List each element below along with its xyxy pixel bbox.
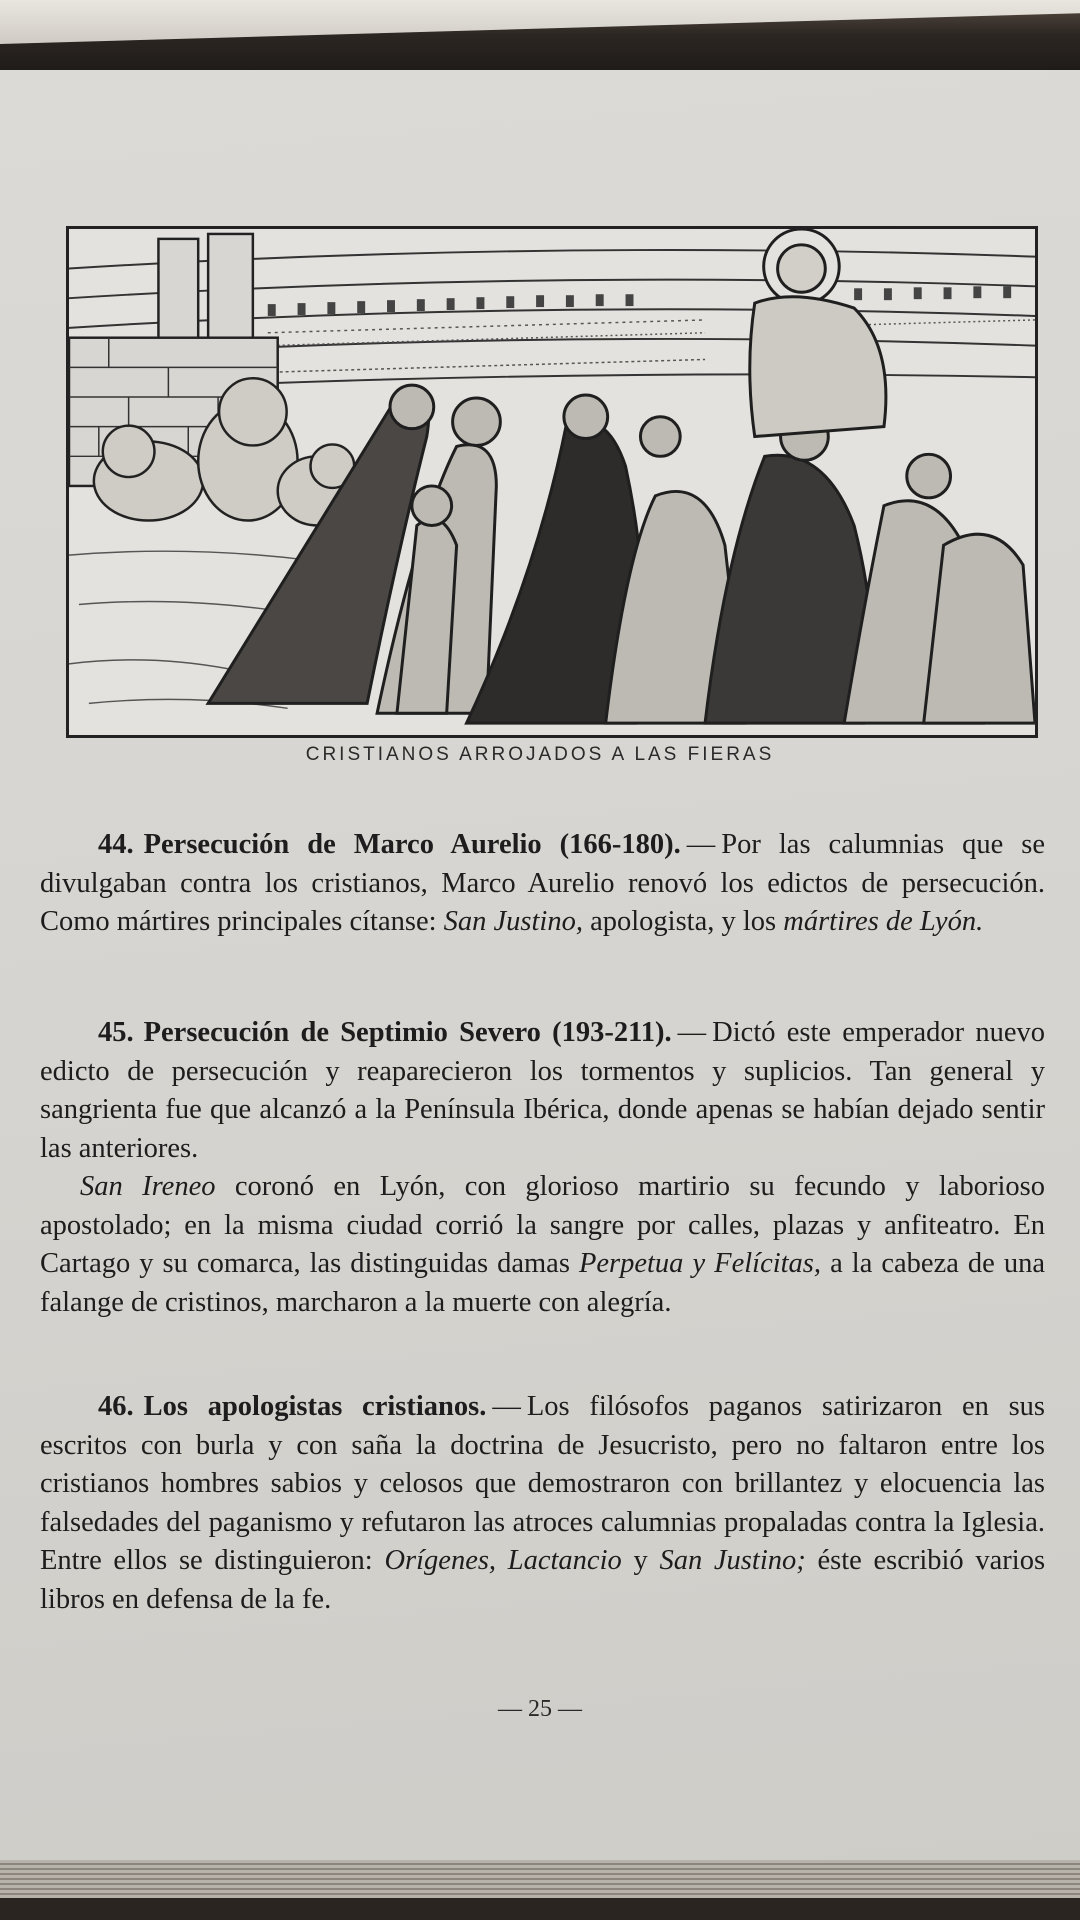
section-body: Dictó este emperador nuevo edicto de persecución y reaparecieron los tormentos y suplicios. Tan general y sangrienta fue que alcanzó a la Península Ibérica, donde apenas se habían dejado sentir las anteriores. [40,1017,1045,1164]
section-number: 46. [98,1391,134,1422]
section-heading: Los apologistas cristianos. [143,1391,487,1422]
table-surface [0,1898,1080,1920]
italic-name: San Justino, [443,906,583,937]
section-heading: Persecución de Marco Aurelio (166-180). [143,829,681,860]
section-heading: Persecución de Septimio Severo (193-211). [143,1017,672,1048]
section-46 [40,1388,1045,1619]
italic-name: Perpetua y Felícitas, [578,1248,822,1279]
section-body: coronó en Lyón, con glorioso martirio su fecundo y laborioso apostolado; en la misma ciudad corrió la sangre por calles, plazas y anfiteatro. En Cartago y su comarca, las distinguidas damas [40,1171,1046,1279]
section-body: y [633,1545,648,1576]
section-44 [40,826,1045,942]
page-number: — 25 — [498,1696,582,1722]
section-45-paragraph-2 [40,1168,1045,1322]
section-45-paragraph-1 [40,1014,1045,1168]
italic-name: mártires de Lyón. [783,906,984,937]
italic-name: San Justino; [659,1545,806,1576]
section-body: apologista, y los [590,906,777,937]
section-44-paragraph [40,826,1045,942]
book-bottom-edge [0,1860,1080,1920]
section-body: Los filósofos paganos satirizaron en sus escritos con burla y con saña la doctrina de Jesucristo, pero no faltaron entre los cristianos hombres sabios y celosos que demostraron con brillantez y elocuencia las falsedades del paganismo y refutaron las atroces calumnias propaladas contra la Iglesia. Entre ellos se distinguieron: [40,1391,1046,1576]
section-body: Por las calumnias que se divulgaban contra los cristianos, Marco Aurelio renovó los edictos de persecución. Como mártires principales cítanse: [40,829,1045,937]
section-number: 45. [98,1017,134,1048]
italic-name: San Ireneo [80,1171,216,1202]
section-dash: — [677,1017,707,1048]
illustration-christians-thrown-to-beasts [66,226,1038,738]
section-dash: — [686,829,716,860]
section-body: éste escribió varios libros en defensa de la fe. [40,1545,1046,1615]
italic-name: Orígenes, Lactancio [384,1545,622,1576]
section-dash: — [492,1391,521,1422]
section-46-paragraph [40,1388,1045,1619]
engraving-drawing [69,229,1035,735]
section-body: a la cabeza de una falange de cristinos, marcharon a la muerte con alegría. [40,1248,1046,1318]
section-number: 44. [98,829,134,860]
previous-page-edge [0,0,1080,44]
illustration-caption: CRISTIANOS ARROJADOS A LAS FIERAS [305,744,775,765]
section-45 [40,1014,1045,1322]
